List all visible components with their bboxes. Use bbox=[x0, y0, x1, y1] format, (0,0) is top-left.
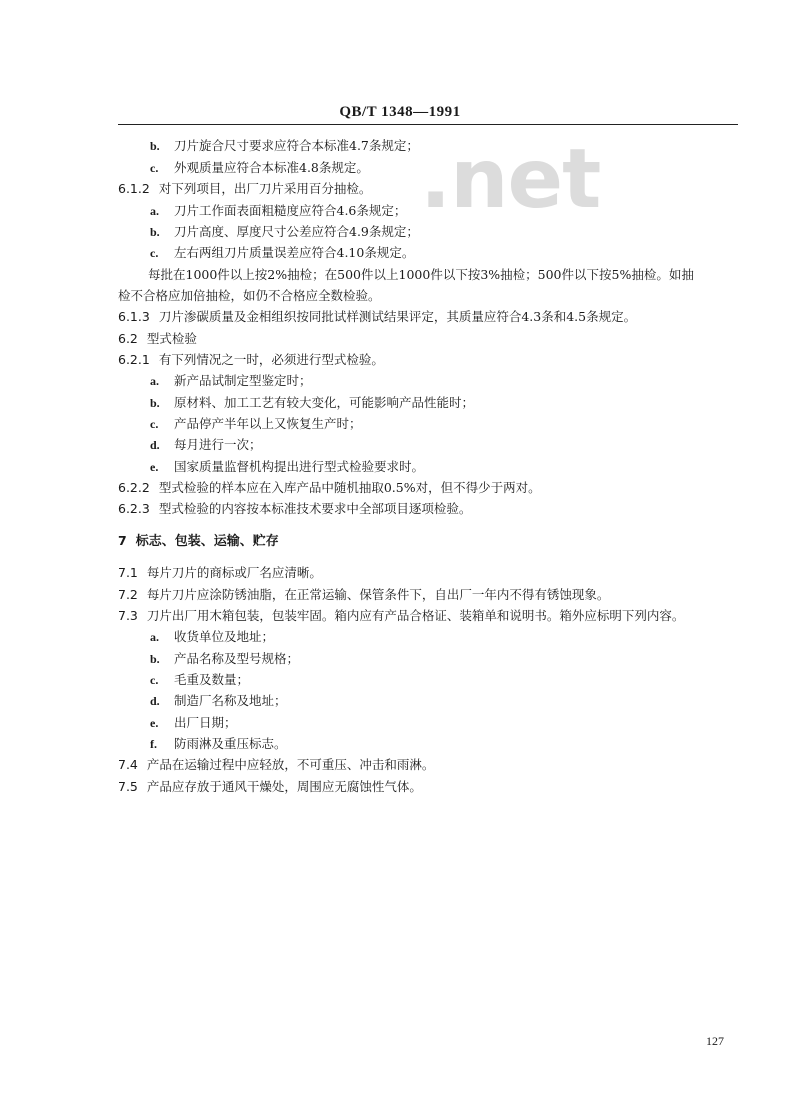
page-number: 127 bbox=[706, 1034, 724, 1048]
clause: 7.2 每片刀片应涂防锈油脂，在正常运输、保管条件下，自出厂一年内不得有锈蚀现象。 bbox=[118, 587, 610, 602]
paragraph: 检不合格应加倍抽检，如仍不合格应全数检验。 bbox=[118, 288, 381, 303]
list-item: c. 左右两组刀片质量误差应符合4.10条规定。 bbox=[150, 245, 415, 260]
list-item: d. 每月进行一次； bbox=[150, 437, 262, 452]
clause: 7.3 刀片出厂用木箱包装，包装牢固。箱内应有产品合格证、装箱单和说明书。箱外应标明下列内容。 bbox=[118, 608, 685, 623]
clause: 6.2.1 有下列情况之一时，必须进行型式检验。 bbox=[118, 352, 384, 367]
list-item: b. 产品名称及型号规格； bbox=[150, 651, 300, 666]
list-item: e. 国家质量监督机构提出进行型式检验要求时。 bbox=[150, 459, 425, 474]
list-item: a. 新产品试制定型鉴定时； bbox=[150, 373, 312, 388]
list-item: c. 毛重及数量； bbox=[150, 672, 250, 687]
list-item: b. 刀片高度、厚度尺寸公差应符合4.9条规定； bbox=[150, 224, 419, 239]
page-header: QB/T 1348—1991 bbox=[339, 104, 461, 120]
watermark: .net bbox=[420, 132, 601, 227]
clause: 7.5 产品应存放于通风干燥处，周围应无腐蚀性气体。 bbox=[118, 779, 422, 794]
list-item: b. 刀片旋合尺寸要求应符合本标准4.7条规定； bbox=[150, 138, 419, 153]
list-item: a. 收货单位及地址； bbox=[150, 629, 275, 644]
paragraph: 每批在1000件以上按2%抽检；在500件以上1000件以下按3%抽检；500件以下按5%抽检。如抽 bbox=[148, 267, 694, 282]
list-item: e. 出厂日期； bbox=[150, 715, 237, 730]
clause: 6.2.2 型式检验的样本应在入库产品中随机抽取0.5%对，但不得少于两对。 bbox=[118, 480, 541, 495]
list-item: c. 外观质量应符合本标准4.8条规定。 bbox=[150, 160, 369, 175]
clause: 7.4 产品在运输过程中应轻放，不可重压、冲击和雨淋。 bbox=[118, 757, 435, 772]
header-rule bbox=[118, 124, 738, 125]
section-heading: 7 标志、包装、运输、贮存 bbox=[118, 533, 279, 549]
clause: 6.1.2 对下列项目，出厂刀片采用百分抽检。 bbox=[118, 181, 372, 196]
list-item: d. 制造厂名称及地址； bbox=[150, 693, 287, 708]
clause: 6.2.3 型式检验的内容按本标准技术要求中全部项目逐项检验。 bbox=[118, 501, 472, 516]
list-item: c. 产品停产半年以上又恢复生产时； bbox=[150, 416, 362, 431]
list-item: a. 刀片工作面表面粗糙度应符合4.6条规定； bbox=[150, 203, 407, 218]
section-heading: 6.2 型式检验 bbox=[118, 331, 197, 346]
clause: 6.1.3 刀片渗碳质量及金相组织按同批试样测试结果评定，其质量应符合4.3条和4.5条规定。 bbox=[118, 309, 637, 324]
clause: 7.1 每片刀片的商标或厂名应清晰。 bbox=[118, 565, 322, 580]
list-item: f. 防雨淋及重压标志。 bbox=[150, 736, 287, 751]
list-item: b. 原材料、加工工艺有较大变化，可能影响产品性能时； bbox=[150, 395, 475, 410]
